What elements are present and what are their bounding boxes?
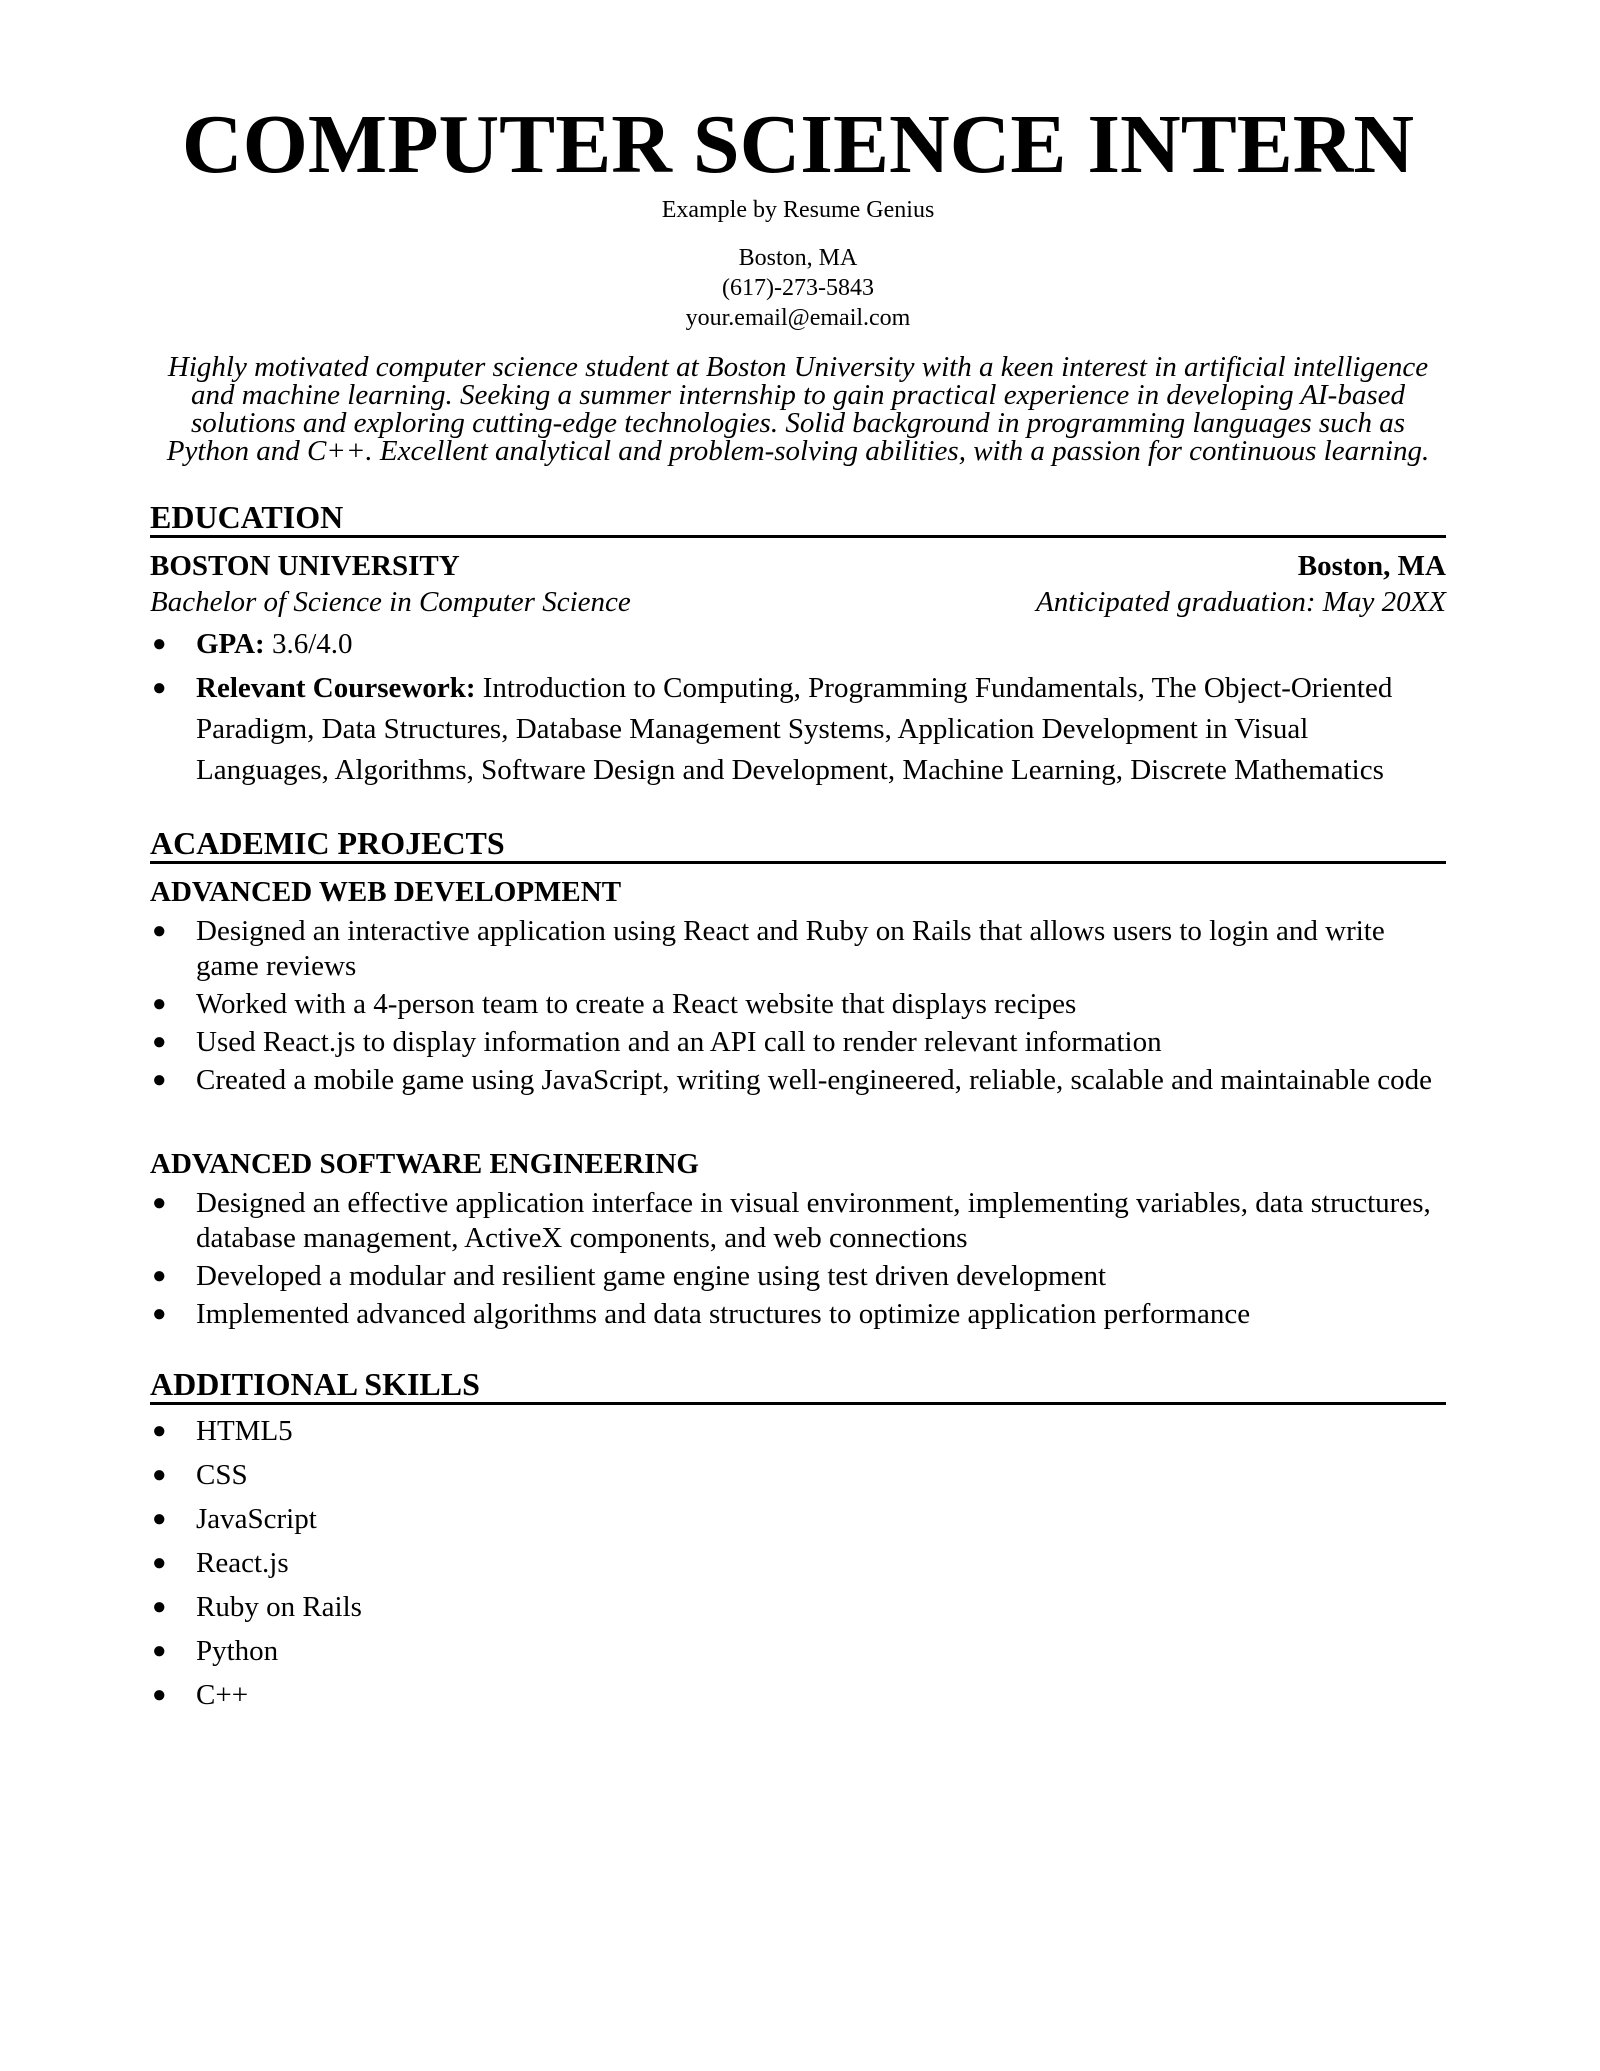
school-location: Boston, MA <box>1297 550 1446 582</box>
contact-email: your.email@email.com <box>685 305 911 331</box>
coursework-label: Relevant Coursework: <box>196 672 476 704</box>
bullet-icon: ● <box>152 1594 167 1620</box>
list-item <box>150 1025 1446 1060</box>
contact-phone: (617)-273-5843 <box>722 275 874 301</box>
list-item <box>150 1186 1446 1256</box>
summary-paragraph: Highly motivated computer science student at Boston University with a keen interest in artificial intelligence and machine learning. Seeking a summer internship to gain practical experience in developing AI-based solutions and exploring cutting-edge technologies. Solid background in programming languages such as Python and C++. Excellent analytical and problem-solving abilities, with a passion for continuous learning. <box>166 351 1430 467</box>
bullet-icon: ● <box>152 1301 167 1327</box>
list-item <box>150 1541 1446 1585</box>
skill-text: HTML5 <box>196 1415 293 1447</box>
skills-list <box>150 1409 1446 1717</box>
bullet-icon: ● <box>152 1550 167 1576</box>
list-item <box>150 1297 1446 1332</box>
gpa-label: GPA: <box>196 628 265 660</box>
list-item <box>150 914 1446 984</box>
list-item <box>150 1453 1446 1497</box>
education-details <box>150 624 1446 791</box>
skill-text: React.js <box>196 1547 289 1579</box>
list-item <box>150 1585 1446 1629</box>
skills-heading: ADDITIONAL SKILLS <box>150 1366 1446 1405</box>
project-title: ADVANCED WEB DEVELOPMENT <box>150 876 622 908</box>
bullet-text: Implemented advanced algorithms and data structures to optimize application performance <box>196 1298 1251 1330</box>
skill-text: Python <box>196 1635 279 1667</box>
skill-text: CSS <box>196 1459 248 1491</box>
degree-row <box>150 584 1446 620</box>
contact-block <box>150 243 1446 333</box>
bullet-icon: ● <box>152 1067 167 1093</box>
byline: Example by Resume Genius <box>661 197 935 223</box>
bullet-icon: ● <box>152 1638 167 1664</box>
project-bullets <box>150 914 1446 1098</box>
skill-text: Ruby on Rails <box>196 1591 362 1623</box>
bullet-text: Developed a modular and resilient game engine using test driven development <box>196 1260 1107 1292</box>
resume-title: COMPUTER SCIENCE INTERN <box>181 98 1415 191</box>
resume-page <box>150 95 1446 1717</box>
project-title: ADVANCED SOFTWARE ENGINEERING <box>150 1148 699 1180</box>
bullet-icon: ● <box>152 1263 167 1289</box>
bullet-icon: ● <box>152 918 167 944</box>
coursework-value: Introduction to Computing, Programming Fundamentals, The Object-Oriented Paradigm, Data Structures, Database Management Systems, Application Development in Visual Languages, Algorithms, Software Design and Development, Machine Learning, Discrete Mathematics <box>196 672 1393 786</box>
list-item <box>150 1673 1446 1717</box>
bullet-text: Worked with a 4-person team to create a React website that displays recipes <box>196 988 1077 1020</box>
school-row <box>150 548 1446 584</box>
gpa-value: 3.6/4.0 <box>264 628 353 660</box>
bullet-text: Designed an interactive application using React and Ruby on Rails that allows users to login and write game reviews <box>196 915 1385 982</box>
list-item <box>150 668 1446 791</box>
contact-location: Boston, MA <box>738 245 858 271</box>
degree-name: Bachelor of Science in Computer Science <box>150 586 631 618</box>
education-heading: EDUCATION <box>150 499 1446 538</box>
skill-text: C++ <box>196 1679 249 1711</box>
list-item <box>150 1409 1446 1453</box>
list-item <box>150 987 1446 1022</box>
bullet-icon: ● <box>152 631 167 657</box>
bullet-icon: ● <box>152 991 167 1017</box>
bullet-icon: ● <box>152 1029 167 1055</box>
bullet-text: Created a mobile game using JavaScript, writing well-engineered, reliable, scalable and maintainable code <box>196 1064 1433 1096</box>
graduation-date: Anticipated graduation: May 20XX <box>1036 586 1446 618</box>
bullet-icon: ● <box>152 1418 167 1444</box>
list-item <box>150 624 1446 665</box>
list-item <box>150 1259 1446 1294</box>
project-bullets <box>150 1186 1446 1332</box>
school-name: BOSTON UNIVERSITY <box>150 550 460 582</box>
list-item <box>150 1497 1446 1541</box>
projects-heading: ACADEMIC PROJECTS <box>150 825 1446 864</box>
bullet-icon: ● <box>152 1190 167 1216</box>
bullet-icon: ● <box>152 1462 167 1488</box>
bullet-icon: ● <box>152 1682 167 1708</box>
skill-text: JavaScript <box>196 1503 317 1535</box>
list-item <box>150 1629 1446 1673</box>
bullet-text: Used React.js to display information and an API call to render relevant information <box>196 1026 1162 1058</box>
bullet-icon: ● <box>152 675 167 701</box>
bullet-text: Designed an effective application interface in visual environment, implementing variables, data structures, database management, ActiveX components, and web connections <box>196 1187 1431 1254</box>
bullet-icon: ● <box>152 1506 167 1532</box>
list-item <box>150 1063 1446 1098</box>
